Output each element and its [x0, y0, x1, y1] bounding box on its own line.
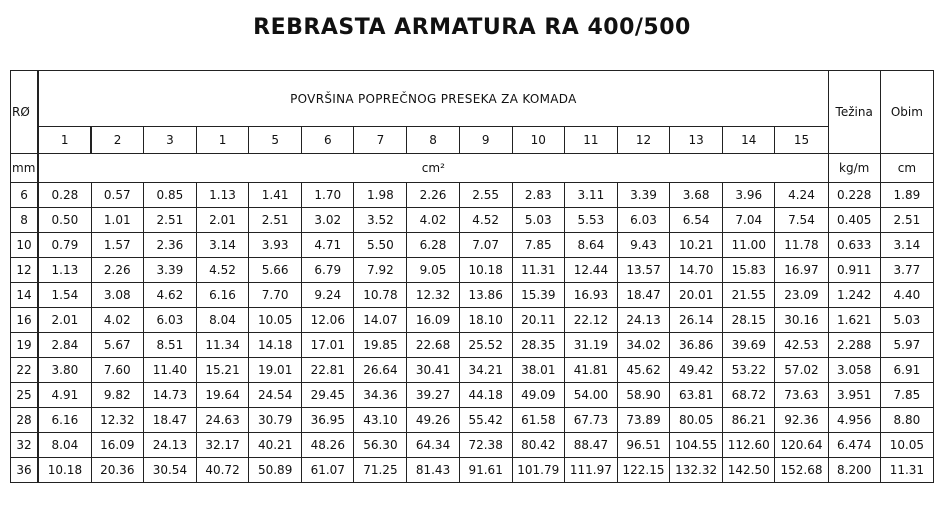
- diameter-cell: 28: [11, 408, 39, 433]
- area-cell: 29.45: [302, 383, 354, 408]
- area-cell: 14.70: [670, 258, 723, 283]
- count-header: 5: [249, 127, 302, 154]
- area-cell: 3.02: [302, 208, 354, 233]
- area-cell: 1.13: [38, 258, 91, 283]
- area-cell: 71.25: [354, 458, 407, 483]
- area-cell: 15.83: [723, 258, 775, 283]
- area-cell: 6.16: [196, 283, 248, 308]
- area-cell: 16.09: [91, 433, 143, 458]
- area-cell: 57.02: [775, 358, 828, 383]
- area-cell: 2.83: [512, 183, 564, 208]
- count-header: 12: [617, 127, 669, 154]
- area-cell: 4.52: [459, 208, 512, 233]
- area-cell: 34.36: [354, 383, 407, 408]
- table-row: [11, 383, 934, 408]
- area-cell: 54.00: [564, 383, 617, 408]
- weight-cell: 3.058: [828, 358, 880, 383]
- perimeter-cell: 7.85: [880, 383, 933, 408]
- area-cell: 3.68: [670, 183, 723, 208]
- area-cell: 9.82: [91, 383, 143, 408]
- header-row-counts: [11, 127, 934, 154]
- area-cell: 49.42: [670, 358, 723, 383]
- area-cell: 5.53: [564, 208, 617, 233]
- diameter-cell: 8: [11, 208, 39, 233]
- area-cell: 14.18: [249, 333, 302, 358]
- area-cell: 61.58: [512, 408, 564, 433]
- area-cell: 152.68: [775, 458, 828, 483]
- perimeter-cell: 4.40: [880, 283, 933, 308]
- area-cell: 58.90: [617, 383, 669, 408]
- area-cell: 8.04: [38, 433, 91, 458]
- area-cell: 91.61: [459, 458, 512, 483]
- area-cell: 10.18: [459, 258, 512, 283]
- area-cell: 5.66: [249, 258, 302, 283]
- area-cell: 7.60: [91, 358, 143, 383]
- area-cell: 18.47: [143, 408, 196, 433]
- weight-cell: 8.200: [828, 458, 880, 483]
- unit-area: cm²: [38, 154, 828, 183]
- count-header: 15: [775, 127, 828, 154]
- weight-header: Težina: [828, 71, 880, 154]
- table-row: [11, 333, 934, 358]
- area-cell: 24.54: [249, 383, 302, 408]
- area-cell: 22.81: [302, 358, 354, 383]
- area-cell: 6.03: [143, 308, 196, 333]
- area-cell: 24.63: [196, 408, 248, 433]
- diameter-cell: 36: [11, 458, 39, 483]
- area-cell: 20.01: [670, 283, 723, 308]
- area-cell: 3.96: [723, 183, 775, 208]
- area-cell: 64.34: [407, 433, 459, 458]
- area-cell: 38.01: [512, 358, 564, 383]
- perimeter-header: Obim: [880, 71, 933, 154]
- area-cell: 7.07: [459, 233, 512, 258]
- area-cell: 19.64: [196, 383, 248, 408]
- area-cell: 9.43: [617, 233, 669, 258]
- area-cell: 12.32: [91, 408, 143, 433]
- area-cell: 67.73: [564, 408, 617, 433]
- area-cell: 15.21: [196, 358, 248, 383]
- table-row: [11, 308, 934, 333]
- count-header: 11: [564, 127, 617, 154]
- area-cell: 11.00: [723, 233, 775, 258]
- area-header: POVRŠINA POPREČNOG PRESEKA ZA KOMADA: [38, 71, 828, 127]
- area-cell: 42.53: [775, 333, 828, 358]
- area-cell: 2.01: [38, 308, 91, 333]
- count-header: 14: [723, 127, 775, 154]
- diameter-cell: 6: [11, 183, 39, 208]
- table-row: [11, 433, 934, 458]
- area-cell: 14.73: [143, 383, 196, 408]
- perimeter-cell: 3.77: [880, 258, 933, 283]
- area-cell: 1.98: [354, 183, 407, 208]
- area-cell: 16.93: [564, 283, 617, 308]
- area-cell: 18.47: [617, 283, 669, 308]
- area-cell: 2.84: [38, 333, 91, 358]
- area-cell: 13.57: [617, 258, 669, 283]
- area-cell: 81.43: [407, 458, 459, 483]
- diameter-header: RØ: [11, 71, 39, 154]
- header-row-titles: [11, 71, 934, 127]
- area-cell: 92.36: [775, 408, 828, 433]
- area-cell: 8.04: [196, 308, 248, 333]
- area-cell: 1.13: [196, 183, 248, 208]
- area-cell: 80.05: [670, 408, 723, 433]
- area-cell: 4.24: [775, 183, 828, 208]
- area-cell: 14.07: [354, 308, 407, 333]
- area-cell: 39.69: [723, 333, 775, 358]
- count-header: 2: [91, 127, 143, 154]
- area-cell: 3.08: [91, 283, 143, 308]
- diameter-cell: 16: [11, 308, 39, 333]
- area-cell: 53.22: [723, 358, 775, 383]
- area-cell: 36.86: [670, 333, 723, 358]
- area-cell: 0.50: [38, 208, 91, 233]
- area-cell: 49.26: [407, 408, 459, 433]
- area-cell: 10.78: [354, 283, 407, 308]
- area-cell: 7.70: [249, 283, 302, 308]
- area-cell: 1.54: [38, 283, 91, 308]
- area-cell: 16.97: [775, 258, 828, 283]
- area-cell: 2.51: [249, 208, 302, 233]
- area-cell: 2.55: [459, 183, 512, 208]
- count-header: 8: [407, 127, 459, 154]
- area-cell: 7.54: [775, 208, 828, 233]
- weight-cell: 0.405: [828, 208, 880, 233]
- area-cell: 50.89: [249, 458, 302, 483]
- area-cell: 13.86: [459, 283, 512, 308]
- count-header: 1: [196, 127, 248, 154]
- area-cell: 7.92: [354, 258, 407, 283]
- page-title: REBRASTA ARMATURA RA 400/500: [253, 15, 691, 40]
- perimeter-cell: 10.05: [880, 433, 933, 458]
- diameter-cell: 19: [11, 333, 39, 358]
- area-cell: 4.02: [407, 208, 459, 233]
- diameter-cell: 12: [11, 258, 39, 283]
- area-cell: 8.64: [564, 233, 617, 258]
- area-cell: 24.13: [617, 308, 669, 333]
- area-cell: 73.63: [775, 383, 828, 408]
- area-cell: 34.21: [459, 358, 512, 383]
- area-cell: 73.89: [617, 408, 669, 433]
- unit-weight: kg/m: [828, 154, 880, 183]
- area-cell: 1.57: [91, 233, 143, 258]
- area-cell: 0.57: [91, 183, 143, 208]
- area-cell: 16.09: [407, 308, 459, 333]
- area-cell: 142.50: [723, 458, 775, 483]
- area-cell: 3.39: [143, 258, 196, 283]
- area-cell: 45.62: [617, 358, 669, 383]
- area-cell: 6.16: [38, 408, 91, 433]
- area-cell: 0.85: [143, 183, 196, 208]
- area-cell: 12.06: [302, 308, 354, 333]
- area-cell: 10.21: [670, 233, 723, 258]
- area-cell: 43.10: [354, 408, 407, 433]
- diameter-cell: 25: [11, 383, 39, 408]
- area-cell: 30.16: [775, 308, 828, 333]
- area-cell: 2.51: [143, 208, 196, 233]
- area-cell: 0.79: [38, 233, 91, 258]
- area-cell: 101.79: [512, 458, 564, 483]
- area-cell: 9.05: [407, 258, 459, 283]
- area-cell: 9.24: [302, 283, 354, 308]
- area-cell: 2.26: [91, 258, 143, 283]
- weight-cell: 4.956: [828, 408, 880, 433]
- perimeter-cell: 5.97: [880, 333, 933, 358]
- table-row: [11, 208, 934, 233]
- area-cell: 11.78: [775, 233, 828, 258]
- area-cell: 72.38: [459, 433, 512, 458]
- area-cell: 3.39: [617, 183, 669, 208]
- area-cell: 22.68: [407, 333, 459, 358]
- area-cell: 8.51: [143, 333, 196, 358]
- area-cell: 68.72: [723, 383, 775, 408]
- area-cell: 5.03: [512, 208, 564, 233]
- table-row: [11, 233, 934, 258]
- area-cell: 86.21: [723, 408, 775, 433]
- area-cell: 3.14: [196, 233, 248, 258]
- count-header: 10: [512, 127, 564, 154]
- area-cell: 49.09: [512, 383, 564, 408]
- table-row: [11, 458, 934, 483]
- area-cell: 120.64: [775, 433, 828, 458]
- weight-cell: 0.911: [828, 258, 880, 283]
- area-cell: 6.28: [407, 233, 459, 258]
- weight-cell: 1.242: [828, 283, 880, 308]
- area-cell: 30.54: [143, 458, 196, 483]
- area-cell: 39.27: [407, 383, 459, 408]
- area-cell: 40.72: [196, 458, 248, 483]
- area-cell: 10.05: [249, 308, 302, 333]
- perimeter-cell: 2.51: [880, 208, 933, 233]
- area-cell: 30.79: [249, 408, 302, 433]
- area-cell: 26.14: [670, 308, 723, 333]
- area-cell: 11.31: [512, 258, 564, 283]
- diameter-cell: 22: [11, 358, 39, 383]
- area-cell: 41.81: [564, 358, 617, 383]
- area-cell: 7.04: [723, 208, 775, 233]
- weight-cell: 3.951: [828, 383, 880, 408]
- area-cell: 28.35: [512, 333, 564, 358]
- table-row: [11, 258, 934, 283]
- area-cell: 24.13: [143, 433, 196, 458]
- area-cell: 6.79: [302, 258, 354, 283]
- area-cell: 34.02: [617, 333, 669, 358]
- area-cell: 61.07: [302, 458, 354, 483]
- area-cell: 4.71: [302, 233, 354, 258]
- count-header: 6: [302, 127, 354, 154]
- area-cell: 3.11: [564, 183, 617, 208]
- perimeter-cell: 1.89: [880, 183, 933, 208]
- area-cell: 1.70: [302, 183, 354, 208]
- area-cell: 4.91: [38, 383, 91, 408]
- area-cell: 32.17: [196, 433, 248, 458]
- perimeter-cell: 3.14: [880, 233, 933, 258]
- area-cell: 4.02: [91, 308, 143, 333]
- area-cell: 18.10: [459, 308, 512, 333]
- area-cell: 19.01: [249, 358, 302, 383]
- weight-cell: 6.474: [828, 433, 880, 458]
- table-row: [11, 283, 934, 308]
- area-cell: 96.51: [617, 433, 669, 458]
- area-cell: 5.67: [91, 333, 143, 358]
- area-cell: 80.42: [512, 433, 564, 458]
- weight-cell: 0.633: [828, 233, 880, 258]
- area-cell: 111.97: [564, 458, 617, 483]
- table-body: [11, 183, 934, 483]
- area-cell: 40.21: [249, 433, 302, 458]
- area-cell: 55.42: [459, 408, 512, 433]
- area-cell: 28.15: [723, 308, 775, 333]
- area-cell: 122.15: [617, 458, 669, 483]
- weight-cell: 0.228: [828, 183, 880, 208]
- count-header: 3: [143, 127, 196, 154]
- count-header: 9: [459, 127, 512, 154]
- table-row: [11, 183, 934, 208]
- area-cell: 3.52: [354, 208, 407, 233]
- area-cell: 48.26: [302, 433, 354, 458]
- area-cell: 88.47: [564, 433, 617, 458]
- rebar-table: [10, 70, 934, 483]
- area-cell: 6.54: [670, 208, 723, 233]
- count-header: 13: [670, 127, 723, 154]
- area-cell: 11.34: [196, 333, 248, 358]
- area-cell: 3.93: [249, 233, 302, 258]
- weight-cell: 2.288: [828, 333, 880, 358]
- table-row: [11, 408, 934, 433]
- area-cell: 7.85: [512, 233, 564, 258]
- area-cell: 30.41: [407, 358, 459, 383]
- area-cell: 63.81: [670, 383, 723, 408]
- area-cell: 26.64: [354, 358, 407, 383]
- perimeter-cell: 6.91: [880, 358, 933, 383]
- area-cell: 3.80: [38, 358, 91, 383]
- area-cell: 15.39: [512, 283, 564, 308]
- area-cell: 0.28: [38, 183, 91, 208]
- count-header: 7: [354, 127, 407, 154]
- area-cell: 112.60: [723, 433, 775, 458]
- area-cell: 23.09: [775, 283, 828, 308]
- table-row: [11, 358, 934, 383]
- unit-diameter: mm: [11, 154, 39, 183]
- area-cell: 21.55: [723, 283, 775, 308]
- unit-perimeter: cm: [880, 154, 933, 183]
- area-cell: 36.95: [302, 408, 354, 433]
- area-cell: 1.01: [91, 208, 143, 233]
- area-cell: 56.30: [354, 433, 407, 458]
- area-cell: 44.18: [459, 383, 512, 408]
- area-cell: 132.32: [670, 458, 723, 483]
- area-cell: 2.36: [143, 233, 196, 258]
- weight-cell: 1.621: [828, 308, 880, 333]
- area-cell: 25.52: [459, 333, 512, 358]
- area-cell: 19.85: [354, 333, 407, 358]
- area-cell: 12.32: [407, 283, 459, 308]
- area-cell: 4.62: [143, 283, 196, 308]
- area-cell: 4.52: [196, 258, 248, 283]
- diameter-cell: 10: [11, 233, 39, 258]
- perimeter-cell: 5.03: [880, 308, 933, 333]
- diameter-cell: 32: [11, 433, 39, 458]
- area-cell: 20.36: [91, 458, 143, 483]
- area-cell: 1.41: [249, 183, 302, 208]
- count-header: 1: [38, 127, 91, 154]
- area-cell: 2.26: [407, 183, 459, 208]
- header-row-units: [11, 154, 934, 183]
- area-cell: 22.12: [564, 308, 617, 333]
- area-cell: 12.44: [564, 258, 617, 283]
- area-cell: 31.19: [564, 333, 617, 358]
- area-cell: 2.01: [196, 208, 248, 233]
- perimeter-cell: 8.80: [880, 408, 933, 433]
- area-cell: 104.55: [670, 433, 723, 458]
- area-cell: 6.03: [617, 208, 669, 233]
- area-cell: 11.40: [143, 358, 196, 383]
- diameter-cell: 14: [11, 283, 39, 308]
- area-cell: 5.50: [354, 233, 407, 258]
- area-cell: 20.11: [512, 308, 564, 333]
- area-cell: 10.18: [38, 458, 91, 483]
- perimeter-cell: 11.31: [880, 458, 933, 483]
- area-cell: 17.01: [302, 333, 354, 358]
